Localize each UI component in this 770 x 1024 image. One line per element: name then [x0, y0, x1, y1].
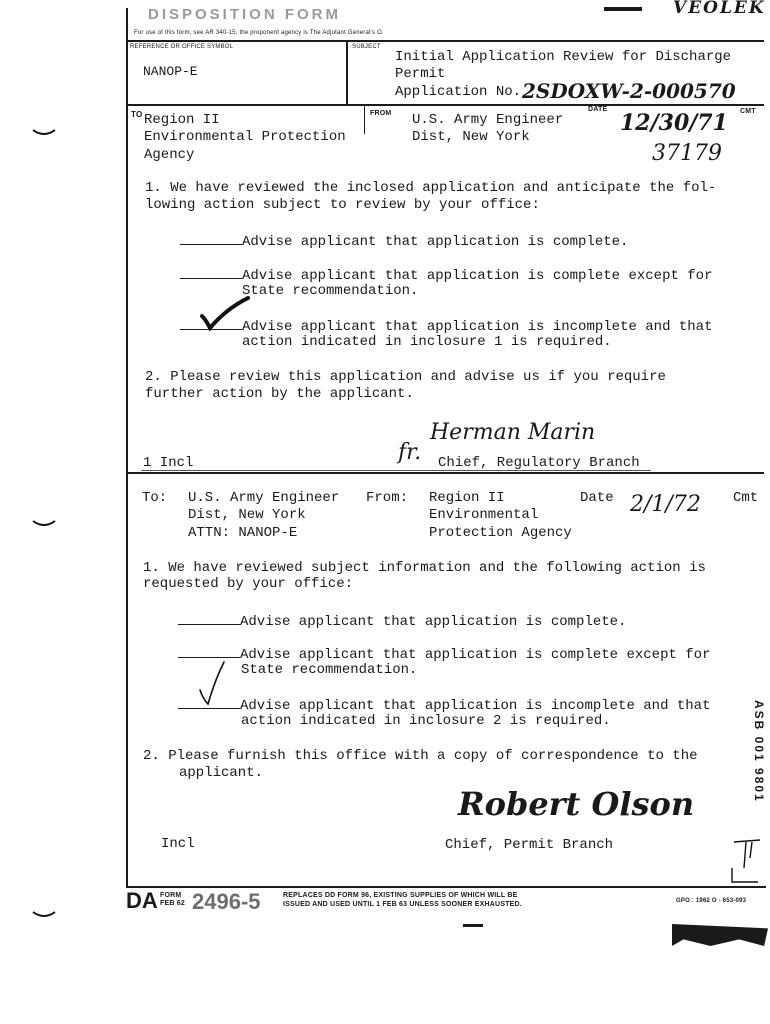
s1-initials: fr. [398, 440, 422, 465]
s1-option-except-text: Advise applicant that application is complete except for [242, 268, 713, 284]
s2-option-except-text: Advise applicant that application is complete except for [240, 647, 711, 663]
replaces-line-2: ISSUED AND USED UNTIL 1 FEB 63 UNLESS SOONER EXHAUSTED. [283, 901, 522, 908]
s2-option-incomplete-line2: action indicated in inclosure 2 is required. [241, 713, 611, 729]
s2-para1-line1: 1. We have reviewed subject information and the following action is [143, 560, 706, 576]
s2-option-complete [178, 612, 626, 631]
date-value: 12/30/71 [620, 110, 728, 136]
reference-value: NANOP-E [143, 64, 198, 79]
to-line-2: Environmental Protection [144, 129, 346, 145]
replaces-line-1: REPLACES DD FORM 96, EXISTING SUPPLIES OF WHICH WILL BE [283, 892, 518, 899]
s1-option-incomplete-text: Advise applicant that application is incomplete and that [242, 319, 713, 335]
s2-check-mark [196, 660, 228, 708]
subject-line-2: Permit [395, 66, 446, 82]
s2-para2-line1: 2. Please furnish this office with a copy of correspondence to the [143, 748, 698, 764]
frame-left [126, 8, 128, 888]
from-divider-v [364, 104, 365, 134]
s2-to-line-3: ATTN: NANOP-E [188, 525, 298, 541]
s2-from-line-2: Environmental [429, 507, 539, 523]
s2-option-complete-text: Advise applicant that application is complete. [240, 614, 627, 630]
s2-signer-title: Chief, Permit Branch [445, 837, 614, 853]
form-prefix: DA [126, 888, 158, 913]
s2-option-complete-blank [178, 612, 240, 625]
to-line-1: Region II [144, 112, 220, 128]
form-label: FORM FEB 62 [160, 892, 185, 907]
frame-top-rule [126, 40, 764, 42]
s2-option-except-line2: State recommendation. [241, 662, 418, 678]
s1-para1-line1: 1. We have reviewed the inclosed application and anticipate the fol- [145, 180, 717, 196]
s2-option-incomplete-text: Advise applicant that application is incomplete and that [240, 698, 711, 714]
s1-para2-line1: 2. Please review this application and advise us if you require [145, 369, 666, 385]
s2-para1-line2: requested by your office: [143, 576, 354, 592]
section-divider [126, 472, 764, 474]
s2-to-label: To: [142, 490, 168, 506]
s2-from-line-1: Region II [429, 490, 505, 506]
s1-signer-title: Chief, Regulatory Branch [438, 455, 640, 471]
header-divider-v [346, 40, 348, 104]
s2-date-value: 2/1/72 [630, 492, 701, 517]
s2-from-label: From: [366, 490, 409, 506]
gpo-code: GPO : 1962 O - 653-093 [676, 898, 747, 904]
usage-note: For use of this form, see AR 340-15; the proponent agency is The Adjutant General's O. [134, 30, 384, 36]
punch-mark-1 [32, 128, 56, 138]
bottom-rule [126, 886, 766, 888]
cmt-label: CMT [740, 108, 756, 115]
from-label: FROM [370, 110, 392, 117]
s2-to-line-1: U.S. Army Engineer [188, 490, 340, 506]
application-number: 2SDOXW-2-000570 [522, 79, 736, 103]
top-dash-1 [604, 7, 642, 11]
s2-incl: Incl [161, 836, 195, 852]
s2-date-label: Date [580, 490, 614, 506]
s2-option-except-blank [178, 645, 240, 658]
subject-label: SUBJECT [352, 44, 381, 50]
application-prefix: Application No. [395, 84, 522, 100]
s1-option-complete-blank [180, 232, 242, 245]
s1-option-except-line2: State recommendation. [242, 283, 419, 299]
from-line-1: U.S. Army Engineer [412, 112, 564, 128]
s1-check-mark [198, 296, 250, 332]
s2-para2-line2: applicant. [179, 765, 264, 781]
handwritten-number: 37179 [652, 141, 722, 166]
s1-option-complete-text: Advise applicant that application is complete. [242, 234, 629, 250]
s2-to-line-2: Dist, New York [188, 507, 306, 523]
form-title: DISPOSITION FORM [148, 6, 342, 23]
header-divider-h [126, 104, 764, 106]
s1-signature: Herman Marin [430, 420, 596, 445]
form-number: 2496-5 [192, 889, 261, 914]
s1-para1-line2: lowing action subject to review by your office: [145, 197, 540, 213]
from-line-2: Dist, New York [412, 129, 530, 145]
date-label: DATE [588, 106, 608, 113]
side-code: ASB 001 9801 [752, 700, 766, 803]
s2-cmt-label: Cmt [733, 490, 759, 506]
punch-mark-2 [32, 519, 56, 529]
s2-from-line-3: Protection Agency [429, 525, 572, 541]
subject-line-1: Initial Application Review for Discharge [395, 49, 732, 65]
reference-label: REFERENCE OR OFFICE SYMBOL [130, 44, 234, 50]
bottom-dash [463, 924, 483, 927]
s1-option-complete [180, 232, 628, 251]
bottom-right-blot [672, 924, 768, 946]
top-right-stamp: VEOLEK [673, 0, 766, 18]
s2-signature: Robert Olson [458, 785, 695, 823]
punch-mark-3 [32, 910, 56, 920]
to-line-3: Agency [144, 147, 195, 163]
s1-option-except-blank [180, 266, 242, 279]
s1-option-incomplete-line2: action indicated in inclosure 1 is required. [242, 334, 612, 350]
s1-para2-line2: further action by the applicant. [145, 386, 414, 402]
corner-bracket-mark [730, 838, 766, 884]
to-label: TO [131, 110, 143, 119]
s1-incl: 1 Incl [143, 455, 194, 471]
